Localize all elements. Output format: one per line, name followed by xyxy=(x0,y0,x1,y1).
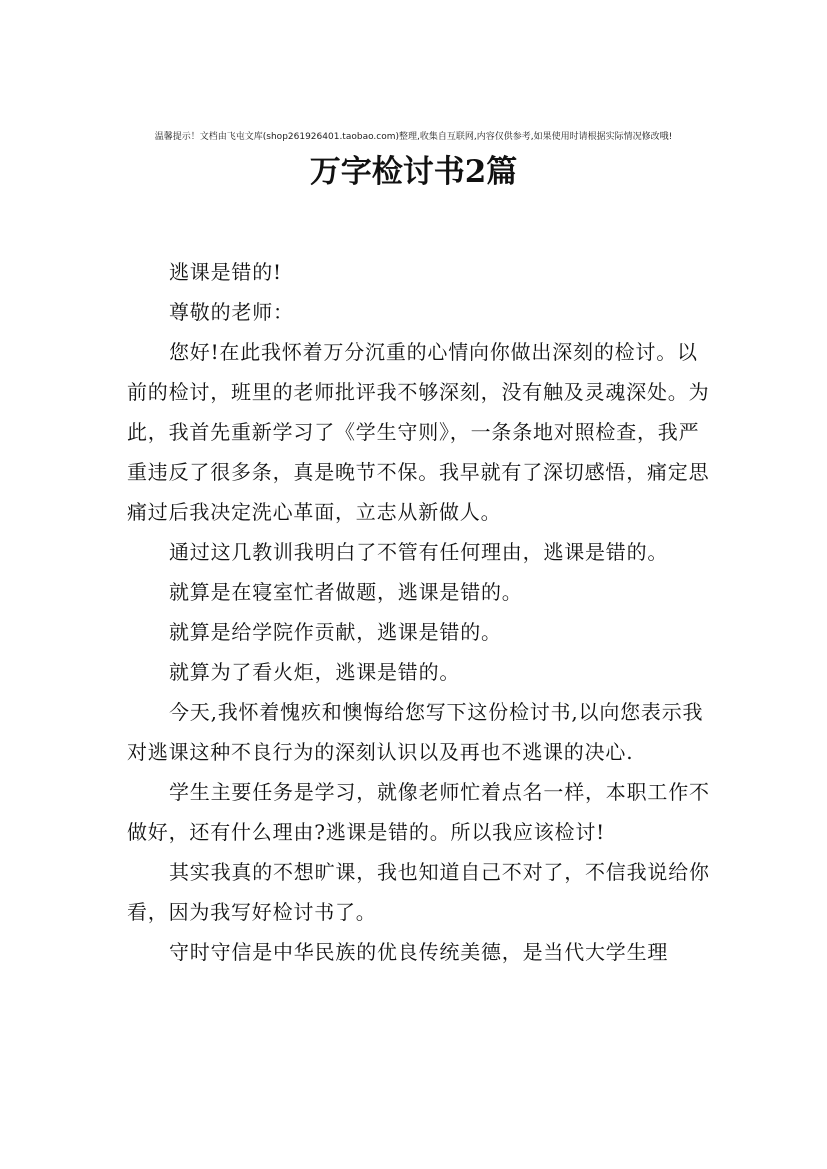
paragraph: 就算是在寝室忙者做题，逃课是错的。 xyxy=(169,580,523,604)
header-notice: 温馨提示！文档由飞屯文库(shop261926401.taobao.com)整理,收集自互联网,内容仅供参考,如果使用时请根据实际情况修改哦! xyxy=(154,132,673,142)
document-body xyxy=(127,252,717,972)
document-title: 万字检讨书2篇 xyxy=(309,154,518,190)
paragraph: 就算为了看火炬，逃课是错的。 xyxy=(169,660,461,684)
paragraph: 其实我真的不想旷课，我也知道自己不对了，不信我说给你看，因为我写好检讨书了。 xyxy=(127,860,710,924)
paragraph: 守时守信是中华民族的优良传统美德，是当代大学生理 xyxy=(169,940,669,964)
paragraph: 逃课是错的! xyxy=(169,260,282,284)
paragraph: 通过这几教训我明白了不管有任何理由，逃课是错的。 xyxy=(169,540,669,564)
paragraph: 学生主要任务是学习，就像老师忙着点名一样，本职工作不做好，还有什么理由?逃课是错的。所以我应该检讨! xyxy=(127,780,710,844)
paragraph: 尊敬的老师： xyxy=(169,300,294,324)
paragraph: 今天,我怀着愧疚和懊悔给您写下这份检讨书,以向您表示我对逃课这种不良行为的深刻认识以及再也不逃课的决心. xyxy=(127,700,704,764)
paragraph: 就算是给学院作贡献，逃课是错的。 xyxy=(169,620,502,644)
paragraph: 您好!在此我怀着万分沉重的心情向你做出深刻的检讨。以前的检讨，班里的老师批评我不够深刻，没有触及灵魂深处。为此，我首先重新学习了《学生守则》，一条条地对照检查，我严重违反了很多条，真是晚节不保。我早就有了深切感悟，痛定思痛过后我决定洗心革面，立志从新做人。 xyxy=(127,340,710,524)
